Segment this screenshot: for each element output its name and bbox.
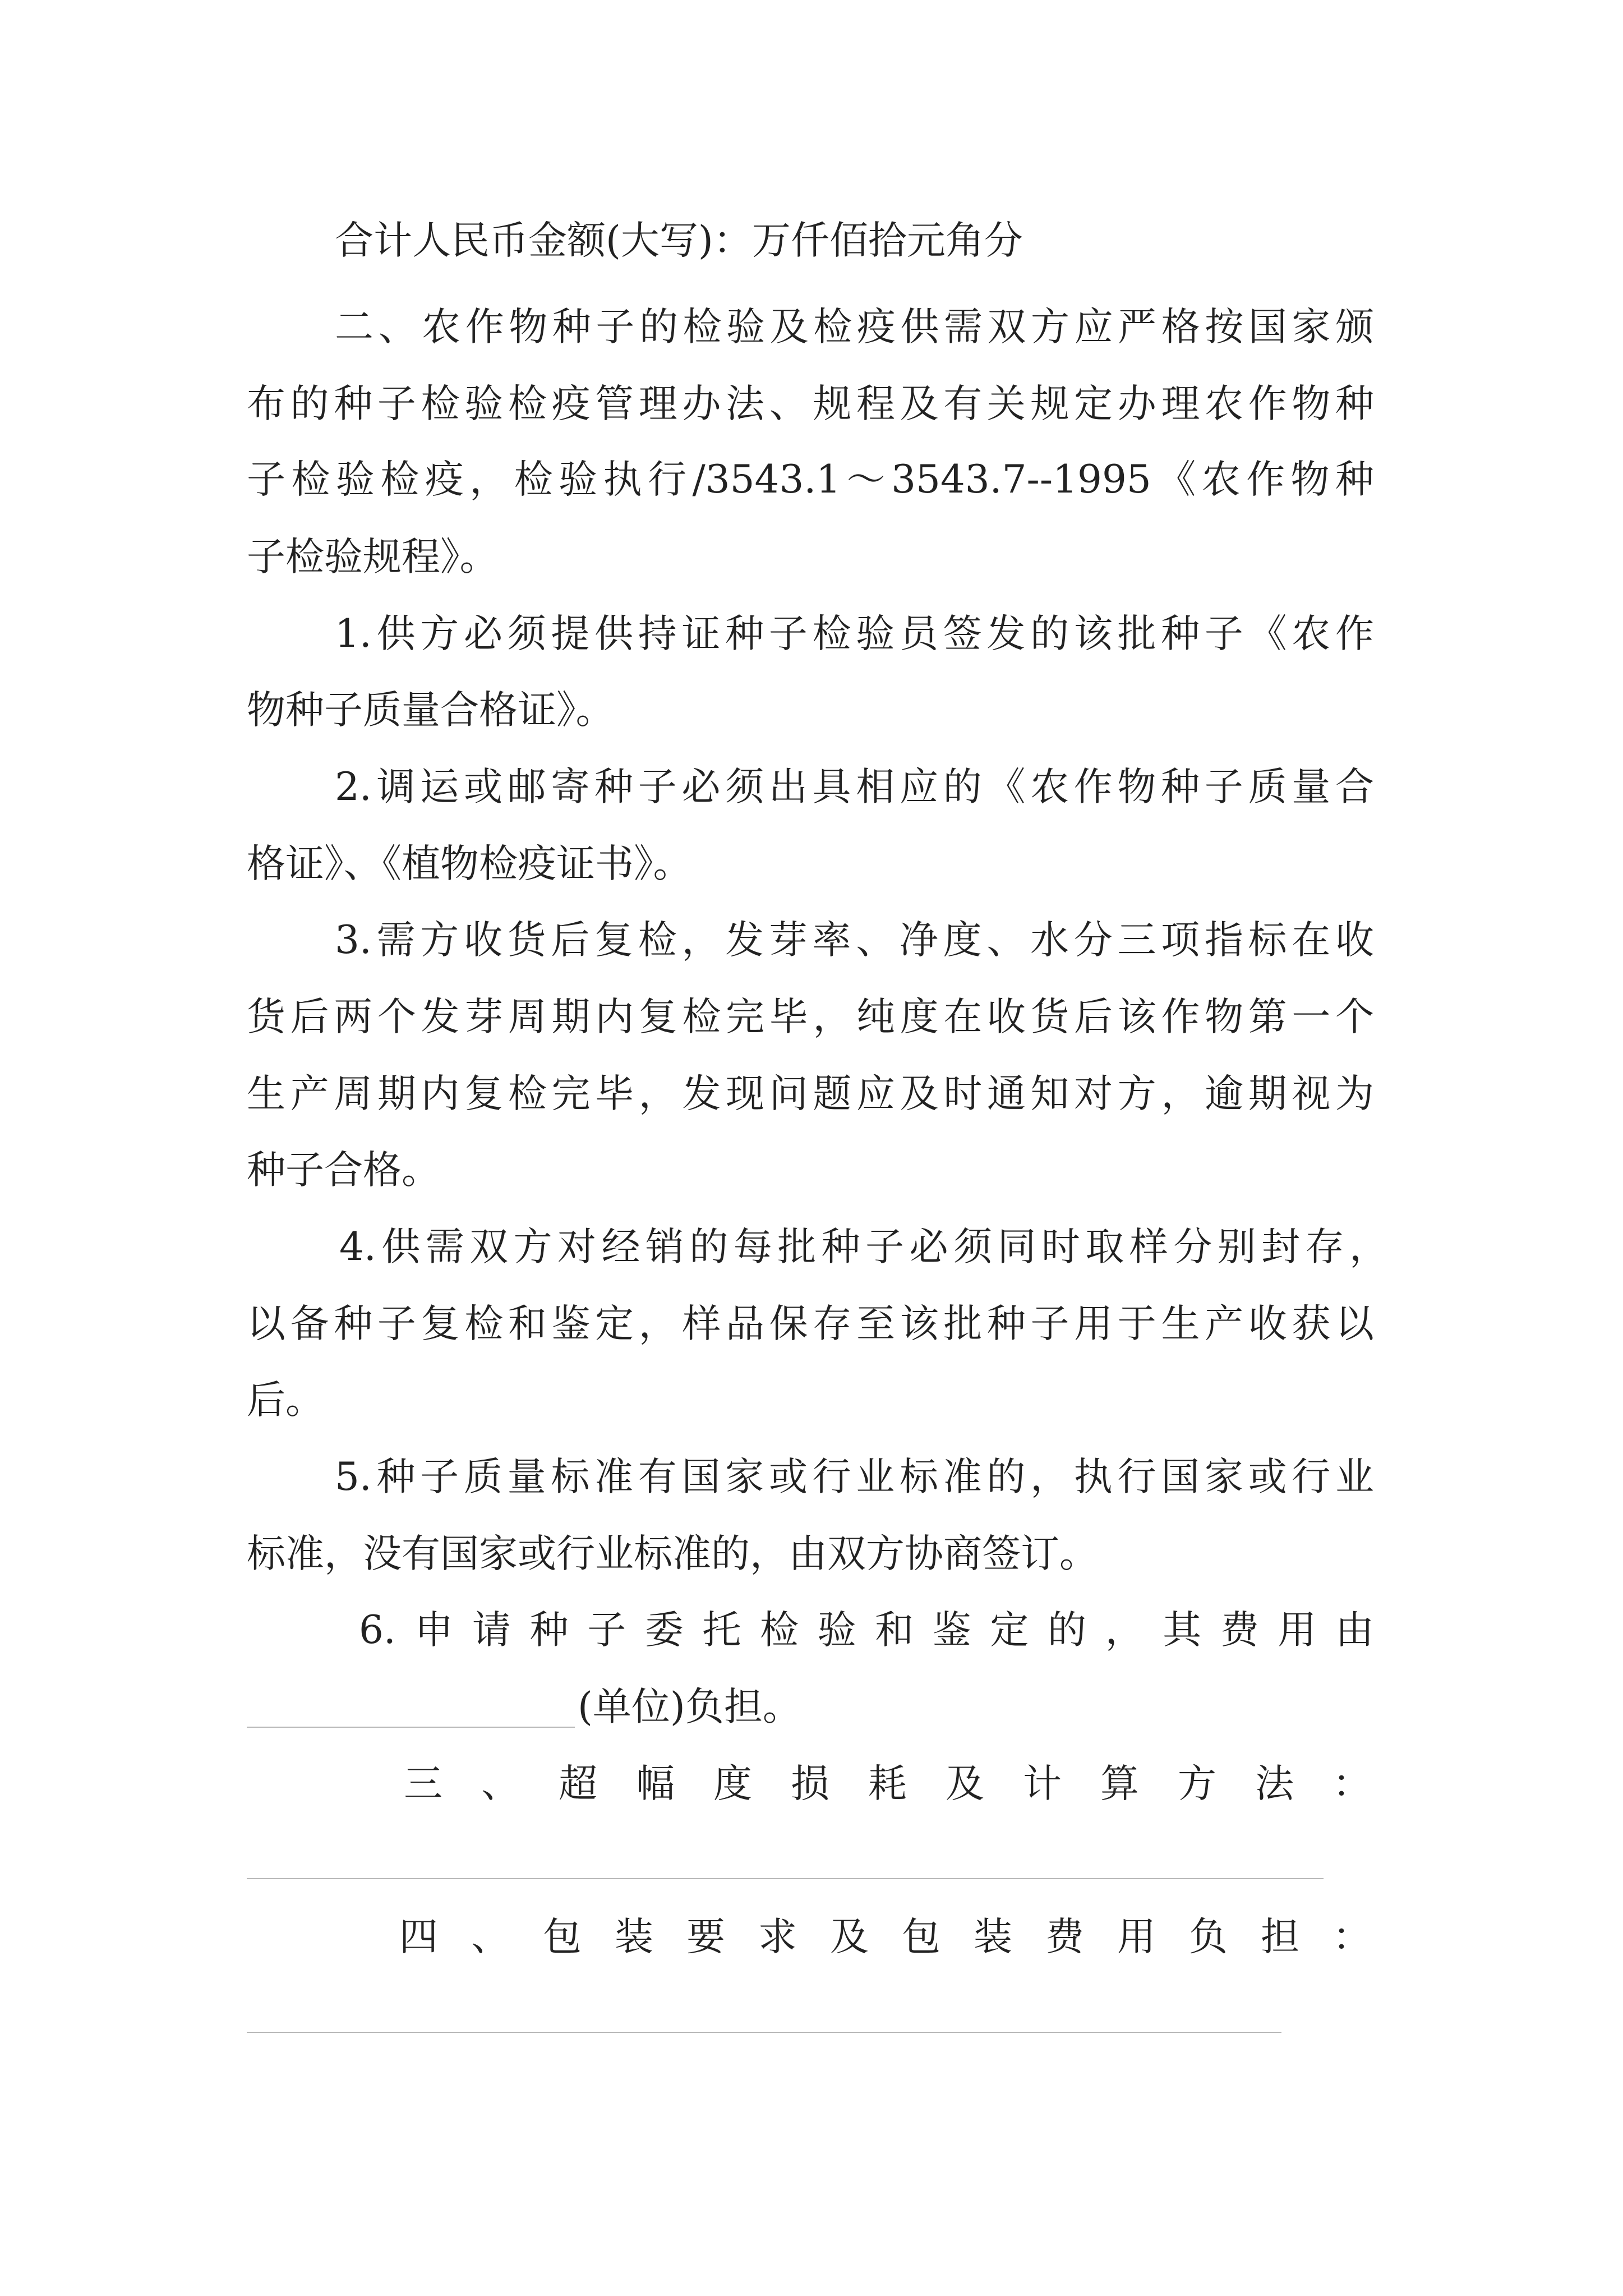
item1-line-2: 物种子质量合格证》。: [247, 688, 615, 733]
section2-line-1: 二、农作物种子的检验及检疫供需双方应严格按国家颁: [335, 305, 1374, 349]
section4-heading: 四、包装要求及包装费用负担：: [399, 1915, 1371, 1959]
item5-line-1: 5.种子质量标准有国家或行业标准的，执行国家或行业: [335, 1455, 1374, 1499]
section4-blank-line: [247, 2032, 1281, 2033]
item6-line-2: (单位)负担。: [578, 1685, 801, 1729]
item3-line-4: 种子合格。: [247, 1148, 440, 1193]
item5-line-2: 标准，没有国家或行业标准的，由双方协商签订。: [247, 1531, 1098, 1576]
item2-line-2: 格证》、《植物检疫证书》。: [247, 841, 692, 886]
item4-line-3: 后。: [247, 1378, 324, 1423]
item2-line-1: 2.调运或邮寄种子必须出具相应的《农作物种子质量合: [335, 765, 1374, 809]
item4-line-2: 以备种子复检和鉴定，样品保存至该批种子用于生产收获以: [247, 1301, 1374, 1346]
item4-line-1: 4.供需双方对经销的每批种子必须同时取样分别封存，: [339, 1225, 1388, 1269]
item6-blank-line: [247, 1727, 575, 1728]
section3-blank-line: [247, 1878, 1324, 1879]
section2-line-2: 布的种子检验检疫管理办法、规程及有关规定办理农作物种: [247, 381, 1374, 426]
item6-line-1: 6.申请种子委托检验和鉴定的，其费用由: [359, 1608, 1374, 1653]
item1-line-1: 1.供方必须提供持证种子检验员签发的该批种子《农作: [335, 611, 1374, 656]
item3-line-1: 3.需方收货后复检，发芽率、净度、水分三项指标在收: [335, 918, 1374, 963]
section2-line-3: 子检验检疫，检验执行/3543.1～3543.7--1995《农作物种: [247, 457, 1374, 502]
section2-line-4: 子检验规程》。: [247, 535, 499, 579]
section3-heading: 三、超幅度损耗及计算方法：: [404, 1761, 1371, 1806]
item3-line-3: 生产周期内复检完毕，发现问题应及时通知对方，逾期视为: [247, 1071, 1374, 1116]
total-amount-line: 合计人民币金额(大写)：万仟佰拾元角分: [335, 218, 1023, 263]
item3-line-2: 货后两个发芽周期内复检完毕，纯度在收货后该作物第一个: [247, 995, 1374, 1039]
